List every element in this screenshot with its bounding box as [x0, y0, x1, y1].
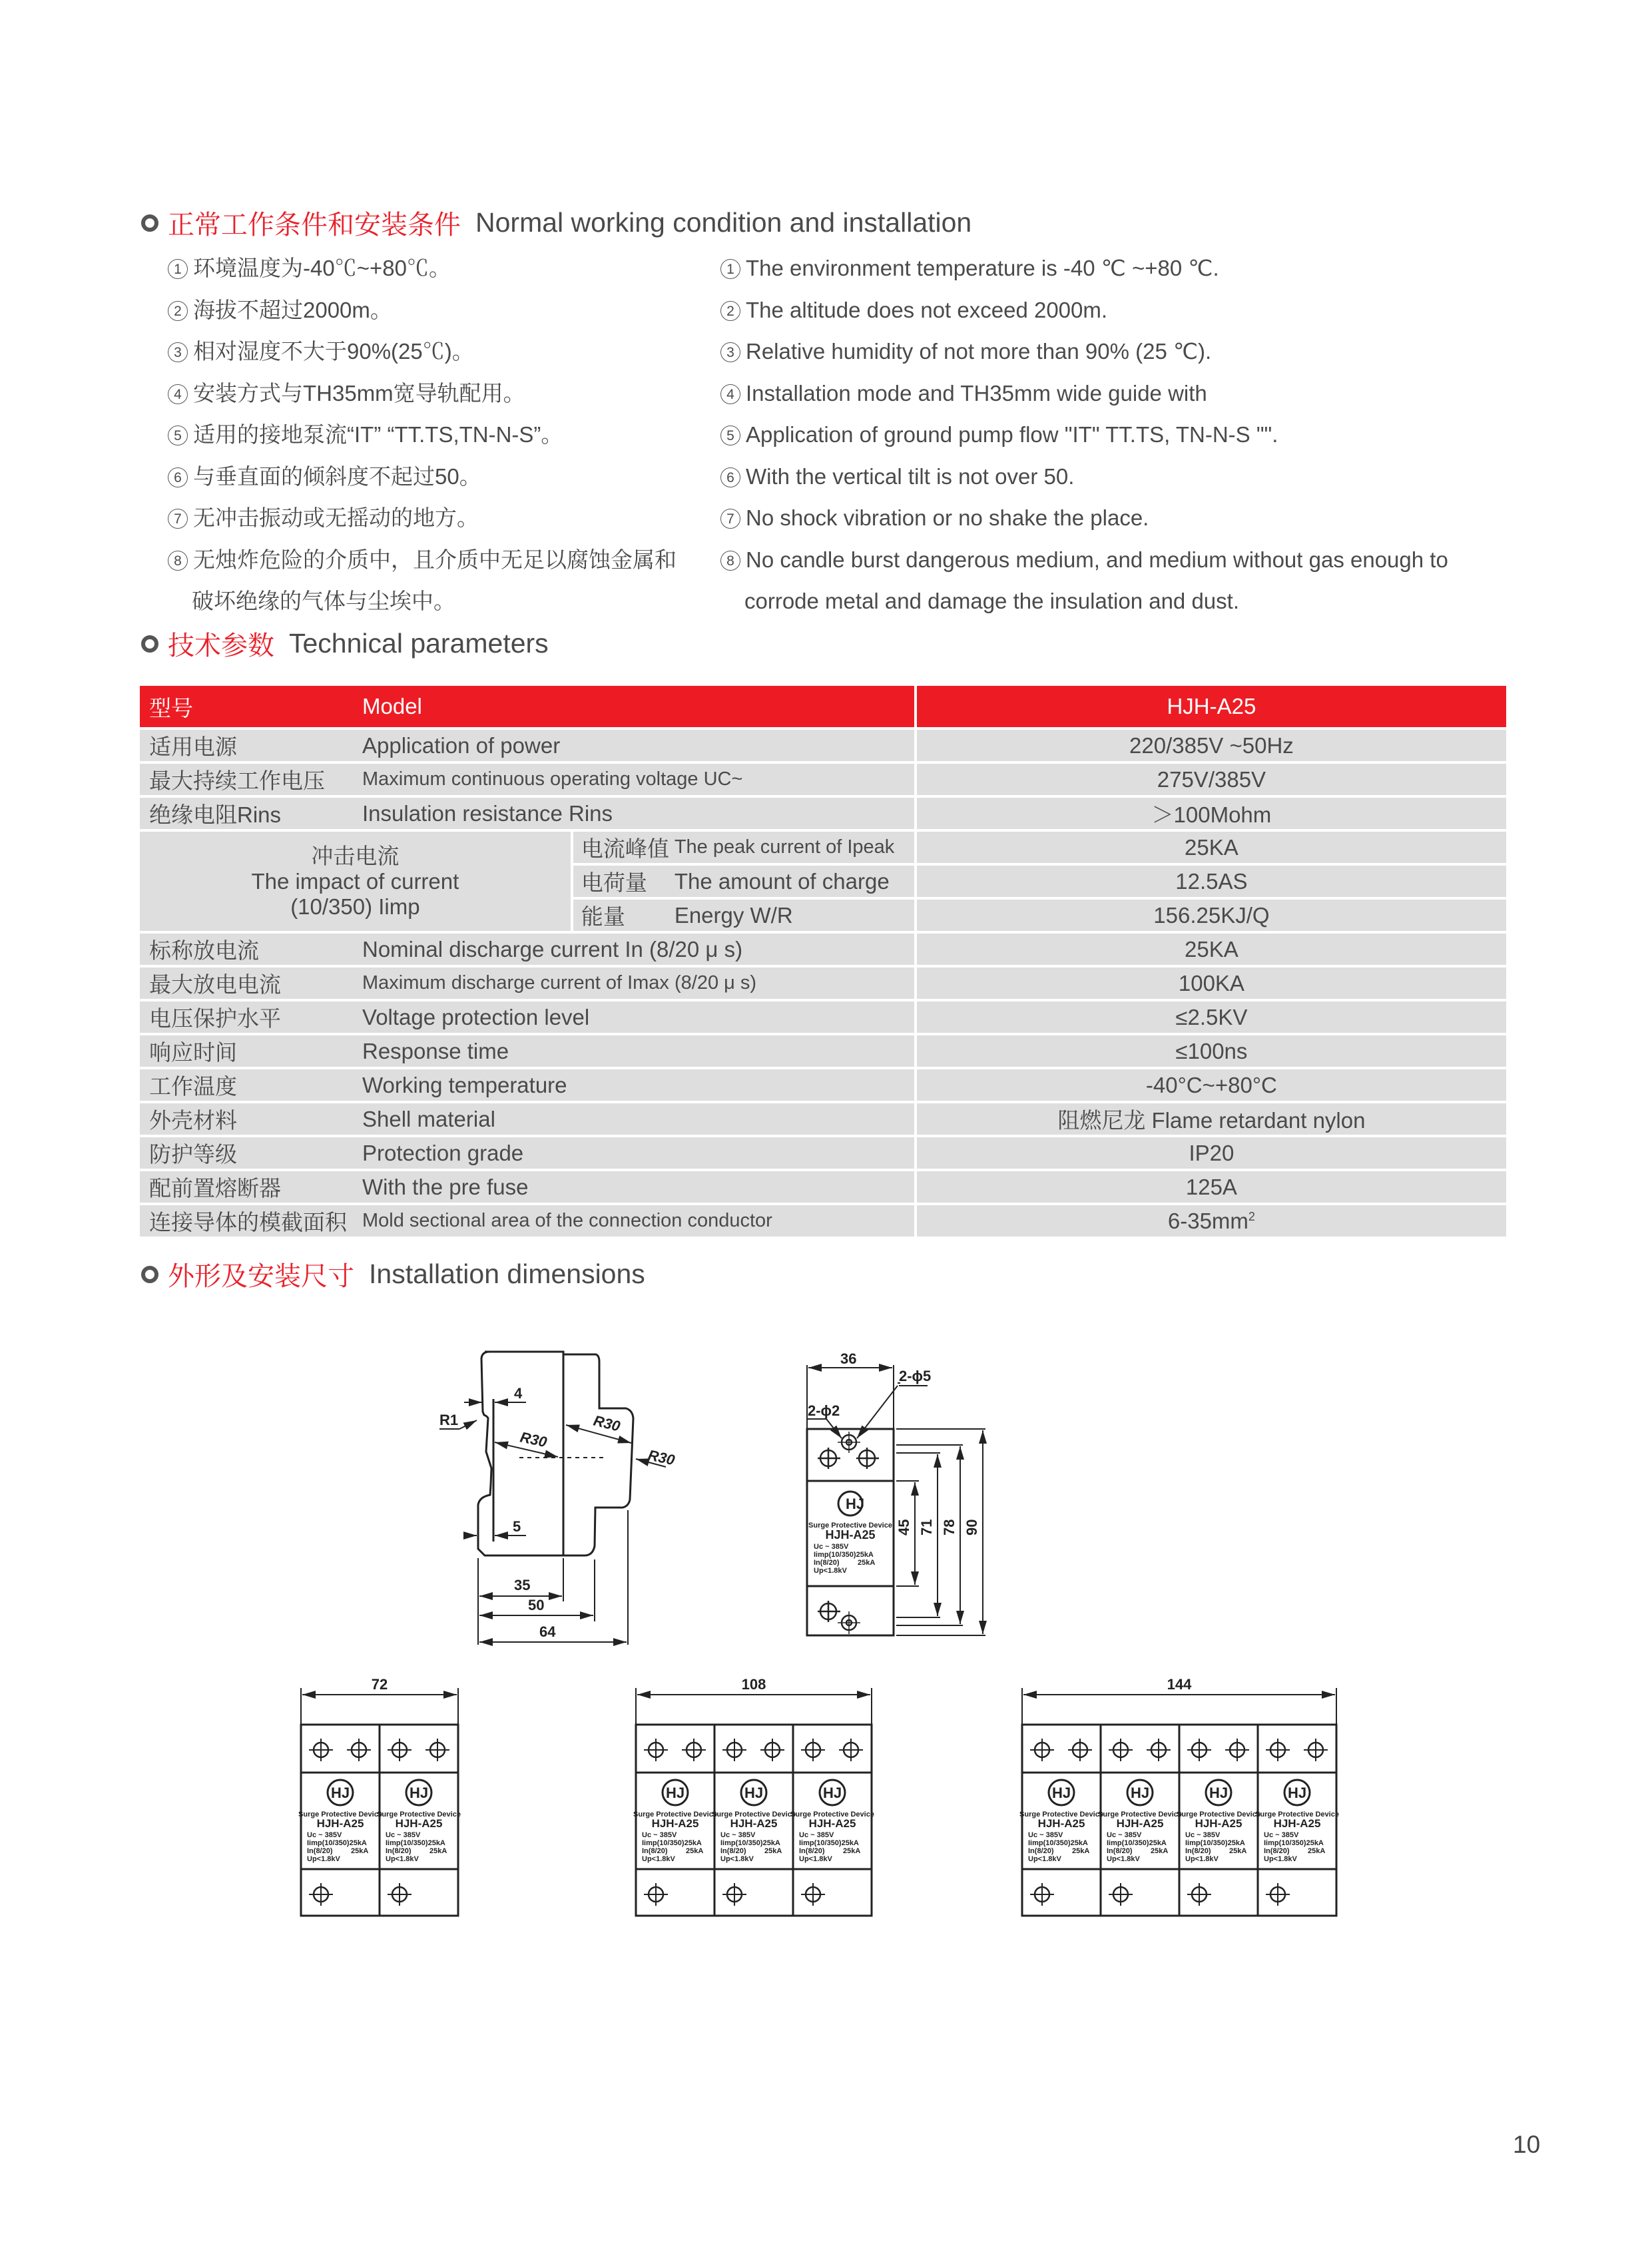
svg-text:Up<1.8kV: Up<1.8kV: [1185, 1855, 1219, 1863]
svg-text:Up<1.8kV: Up<1.8kV: [799, 1855, 832, 1863]
multi-module-drawings: [298, 1676, 1339, 1916]
condition-item: 3 Relative humidity of not more than 90% (25 ℃).: [720, 331, 1448, 373]
svg-text:Uc ~ 385V: Uc ~ 385V: [799, 1831, 834, 1839]
logo-mark: HJ: [1130, 1785, 1150, 1801]
svg-text:2-ϕ2: 2-ϕ2: [808, 1402, 840, 1419]
svg-text:Up<1.8kV: Up<1.8kV: [307, 1855, 340, 1863]
svg-text:Surge Protective Device: Surge Protective Device: [1255, 1811, 1339, 1819]
svg-text:71: 71: [918, 1519, 935, 1536]
svg-text:HJH-A25: HJH-A25: [1195, 1817, 1242, 1830]
section-title-en: Normal working condition and installation: [475, 207, 972, 238]
table-row-impact: 冲击电流 The impact of current (10/350) Iimp 电流峰值 The peak current of Ipeak 25KA: [140, 832, 1506, 866]
svg-text:Uc ~ 385V: Uc ~ 385V: [386, 1831, 421, 1839]
condition-item: 1 环境温度为-40℃~+80℃。: [168, 248, 677, 290]
svg-text:R1: R1: [439, 1412, 459, 1428]
section-title-cn: 正常工作条件和安装条件: [168, 210, 461, 240]
svg-text:Up<1.8kV: Up<1.8kV: [720, 1855, 754, 1863]
svg-text:Uc ~ 385V: Uc ~ 385V: [642, 1831, 677, 1839]
svg-text:90: 90: [964, 1519, 980, 1536]
condition-item: 6 With the vertical tilt is not over 50.: [720, 456, 1448, 498]
logo-mark: HJ: [1051, 1785, 1071, 1801]
svg-text:Uc ~ 385V: Uc ~ 385V: [1185, 1831, 1221, 1839]
multi-module-drawing-144: [1019, 1676, 1339, 1916]
table-row-impact: 电荷量 The amount of charge 12.5AS: [140, 866, 1506, 900]
condition-item: 2 The altitude does not exceed 2000m.: [720, 290, 1448, 332]
table-row: 标称放电流 Nominal discharge current In (8/20 μ s) 25KA: [140, 934, 1506, 968]
svg-text:5: 5: [513, 1518, 521, 1535]
table-row: 电压保护水平 Voltage protection level ≤2.5KV: [140, 1001, 1506, 1035]
side-view-drawing: [439, 1352, 666, 1645]
svg-text:25kA: 25kA: [764, 1847, 782, 1855]
svg-text:HJH-A25: HJH-A25: [316, 1817, 364, 1830]
svg-text:Uc ~ 385V: Uc ~ 385V: [307, 1831, 342, 1839]
svg-text:Surge Protective Device: Surge Protective Device: [298, 1811, 382, 1819]
logo-mark: HJ: [665, 1785, 685, 1801]
svg-text:In(8/20): In(8/20): [1264, 1847, 1290, 1855]
svg-text:R30: R30: [591, 1412, 622, 1435]
svg-text:Uc ~ 385V: Uc ~ 385V: [1264, 1831, 1299, 1839]
multi-module-drawing-72: [298, 1676, 461, 1916]
condition-item: 1 The environment temperature is -40 ℃ ~+80 ℃.: [720, 248, 1448, 290]
width-dimension-label: 72: [371, 1676, 388, 1693]
logo-mark: HJ: [822, 1785, 842, 1801]
svg-text:Surge Protective Device: Surge Protective Device: [808, 1522, 892, 1530]
svg-text:In(8/20): In(8/20): [1185, 1847, 1211, 1855]
svg-text:Iimp(10/350)25kA: Iimp(10/350)25kA: [720, 1839, 780, 1847]
svg-text:25kA: 25kA: [858, 1559, 876, 1567]
svg-text:25kA: 25kA: [843, 1847, 861, 1855]
impact-current-label: 冲击电流 The impact of current (10/350) Iimp: [140, 832, 571, 934]
svg-text:Uc ~ 385V: Uc ~ 385V: [814, 1543, 849, 1551]
svg-text:Surge Protective Device: Surge Protective Device: [1177, 1811, 1260, 1819]
svg-text:In(8/20): In(8/20): [642, 1847, 668, 1855]
header-model-value: HJH-A25: [914, 686, 1506, 730]
svg-text:Iimp(10/350)25kA: Iimp(10/350)25kA: [1107, 1839, 1167, 1847]
condition-item: 4 安装方式与TH35mm宽导轨配用。: [168, 373, 677, 415]
svg-text:25kA: 25kA: [1308, 1847, 1326, 1855]
section-title-cn: 外形及安装尺寸: [168, 1261, 354, 1292]
svg-text:HJH-A25: HJH-A25: [651, 1817, 699, 1830]
logo-mark: HJ: [744, 1785, 764, 1801]
table-row: 最大放电电流 Maximum discharge current of Imax (8/20 μ s) 100KA: [140, 968, 1506, 1001]
svg-text:In(8/20): In(8/20): [720, 1847, 746, 1855]
svg-text:36: 36: [840, 1350, 857, 1367]
svg-text:78: 78: [941, 1519, 958, 1536]
table-row: 响应时间 Response time ≤100ns: [140, 1035, 1506, 1069]
condition-item: 5 适用的接地泵流“IT” “TT.TS,TN-N-S”。: [168, 414, 677, 456]
svg-text:Up<1.8kV: Up<1.8kV: [1264, 1855, 1297, 1863]
svg-text:Surge Protective Device: Surge Protective Device: [790, 1811, 874, 1819]
svg-text:Uc ~ 385V: Uc ~ 385V: [720, 1831, 756, 1839]
svg-text:Iimp(10/350)25kA: Iimp(10/350)25kA: [642, 1839, 702, 1847]
svg-text:Surge Protective Device: Surge Protective Device: [377, 1811, 461, 1819]
svg-text:Iimp(10/350)25kA: Iimp(10/350)25kA: [386, 1839, 445, 1847]
svg-text:In(8/20): In(8/20): [1028, 1847, 1054, 1855]
svg-text:R30: R30: [646, 1446, 677, 1469]
condition-item: 6 与垂直面的倾斜度不起过50。: [168, 456, 677, 498]
svg-text:HJH-A25: HJH-A25: [1037, 1817, 1085, 1830]
svg-text:Iimp(10/350)25kA: Iimp(10/350)25kA: [1185, 1839, 1245, 1847]
svg-text:25kA: 25kA: [429, 1847, 447, 1855]
condition-item-continued: 破坏绝缘的气体与尘埃中。: [192, 589, 455, 613]
svg-text:Surge Protective Device: Surge Protective Device: [633, 1811, 717, 1819]
svg-text:25kA: 25kA: [351, 1847, 369, 1855]
section-title-en: Installation dimensions: [369, 1259, 645, 1289]
logo-mark: HJ: [1209, 1785, 1229, 1801]
table-row: 配前置熔断器 With the pre fuse 125A: [140, 1171, 1506, 1205]
svg-text:25kA: 25kA: [1229, 1847, 1247, 1855]
svg-text:45: 45: [896, 1519, 912, 1536]
svg-text:In(8/20): In(8/20): [386, 1847, 412, 1855]
svg-text:HJH-A25: HJH-A25: [808, 1817, 856, 1830]
svg-text:R30: R30: [518, 1428, 549, 1451]
svg-text:HJH-A25: HJH-A25: [395, 1817, 443, 1830]
condition-item: 8 No candle burst dangerous medium, and medium without gas enough to: [720, 539, 1448, 581]
condition-item: 7 无冲击振动或无摇动的地方。: [168, 497, 677, 539]
width-dimension-label: 144: [1167, 1676, 1192, 1693]
svg-text:Surge Protective Device: Surge Protective Device: [1098, 1811, 1182, 1819]
svg-text:Up<1.8kV: Up<1.8kV: [1028, 1855, 1061, 1863]
condition-item: 2 海拔不超过2000m。: [168, 290, 677, 332]
svg-text:25kA: 25kA: [1151, 1847, 1169, 1855]
svg-text:25kA: 25kA: [686, 1847, 704, 1855]
svg-text:HJH-A25: HJH-A25: [730, 1817, 778, 1830]
condition-item-continued: corrode metal and damage the insulation and dust.: [744, 589, 1239, 613]
width-dimension-label: 108: [741, 1676, 766, 1693]
side-view-labels: [439, 1385, 677, 1640]
condition-item: 4 Installation mode and TH35mm wide guide with: [720, 373, 1448, 415]
svg-text:Iimp(10/350)25kA: Iimp(10/350)25kA: [814, 1551, 874, 1559]
svg-text:In(8/20): In(8/20): [814, 1559, 840, 1567]
svg-text:35: 35: [514, 1577, 531, 1593]
svg-text:Surge Protective Device: Surge Protective Device: [712, 1811, 796, 1819]
svg-text:Iimp(10/350)25kA: Iimp(10/350)25kA: [1028, 1839, 1088, 1847]
condition-item: 3 相对湿度不大于90%(25℃)。: [168, 331, 677, 373]
svg-text:HJH-A25: HJH-A25: [825, 1528, 876, 1541]
header-cn: 型号: [140, 686, 362, 730]
section-title-en: Technical parameters: [289, 628, 549, 659]
svg-text:In(8/20): In(8/20): [799, 1847, 825, 1855]
table-row: 外壳材料 Shell material 阻燃尼龙 Flame retardant nylon: [140, 1103, 1506, 1137]
svg-text:Iimp(10/350)25kA: Iimp(10/350)25kA: [1264, 1839, 1324, 1847]
svg-text:Up<1.8kV: Up<1.8kV: [386, 1855, 419, 1863]
table-row: 适用电源 Application of power 220/385V ~50Hz: [140, 730, 1506, 764]
svg-text:Uc ~ 385V: Uc ~ 385V: [1107, 1831, 1142, 1839]
svg-text:In(8/20): In(8/20): [1107, 1847, 1133, 1855]
svg-text:Iimp(10/350)25kA: Iimp(10/350)25kA: [307, 1839, 367, 1847]
svg-text:25kA: 25kA: [1072, 1847, 1090, 1855]
condition-item: 7 No shock vibration or no shake the place.: [720, 497, 1448, 539]
svg-text:Up<1.8kV: Up<1.8kV: [814, 1567, 847, 1575]
logo-mark: HJ: [1287, 1785, 1307, 1801]
multi-module-drawing-108: [633, 1676, 874, 1916]
svg-text:Uc ~ 385V: Uc ~ 385V: [1028, 1831, 1063, 1839]
table-row: 防护等级 Protection grade IP20: [140, 1137, 1506, 1171]
svg-text:64: 64: [539, 1623, 556, 1640]
condition-item: 8 无烛炸危险的介质中，且介质中无足以腐蚀金属和: [168, 539, 677, 581]
logo-mark: HJ: [846, 1496, 865, 1512]
svg-text:50: 50: [528, 1597, 545, 1613]
page-number: 10: [1513, 2131, 1541, 2158]
table-row: 连接导体的模截面积 Mold sectional area of the connection conductor $6-35mm^2$: [140, 1205, 1506, 1239]
svg-text:Up<1.8kV: Up<1.8kV: [1107, 1855, 1140, 1863]
svg-text:4: 4: [514, 1385, 523, 1402]
table-row: 工作温度 Working temperature -40°C~+80°C: [140, 1069, 1506, 1103]
svg-text:HJH-A25: HJH-A25: [1116, 1817, 1164, 1830]
svg-text:Iimp(10/350)25kA: Iimp(10/350)25kA: [799, 1839, 859, 1847]
logo-mark: HJ: [409, 1785, 429, 1801]
svg-text:2-ϕ5: 2-ϕ5: [899, 1368, 932, 1384]
table-row: 绝缘电阻Rins Insulation resistance Rins ＞100Mohm: [140, 798, 1506, 832]
svg-text:In(8/20): In(8/20): [307, 1847, 333, 1855]
table-row: 最大持续工作电压 Maximum continuous operating voltage UC~ 275V/385V: [140, 764, 1506, 798]
svg-text:Surge Protective Device: Surge Protective Device: [1019, 1811, 1103, 1819]
section-title-cn: 技术参数: [168, 631, 274, 661]
logo-mark: HJ: [330, 1785, 350, 1801]
svg-text:Up<1.8kV: Up<1.8kV: [642, 1855, 675, 1863]
table-row-impact: 能量 Energy W/R 156.25KJ/Q: [140, 900, 1506, 934]
header-en: Model: [362, 686, 914, 730]
condition-item: 5 Application of ground pump flow "IT" TT.TS, TN-N-S "".: [720, 414, 1448, 456]
svg-text:HJH-A25: HJH-A25: [1273, 1817, 1321, 1830]
